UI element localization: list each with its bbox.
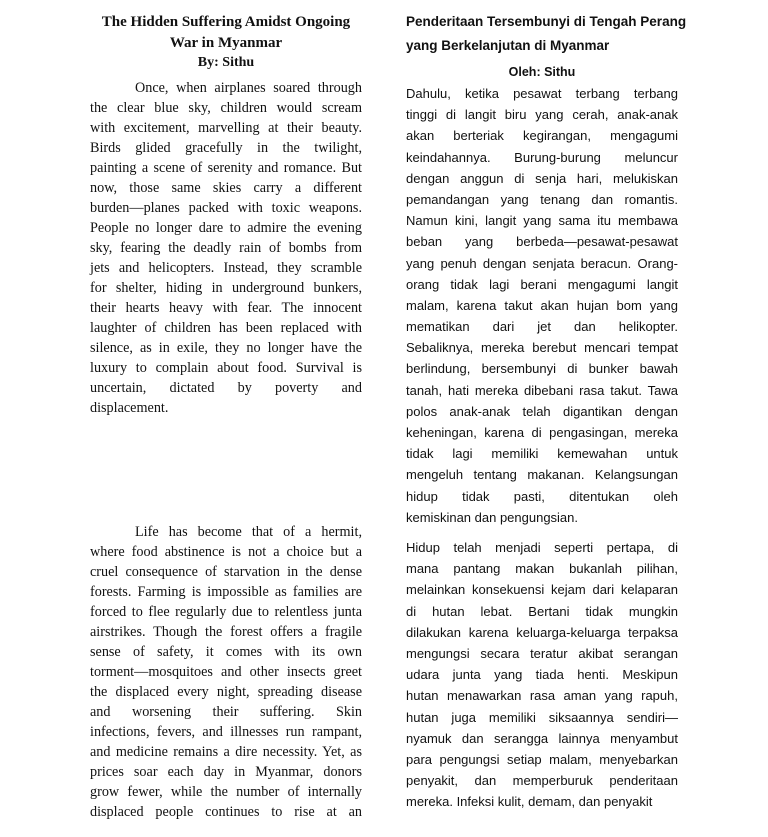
text-line: hidup tidak pasti, ditentukan oleh [406, 488, 678, 504]
text-line: Namun kini, langit yang sama itu membawa [406, 213, 678, 229]
text-line: the clear blue sky, children would scream [90, 100, 362, 116]
text-line: laughter of children has been replaced with [90, 320, 362, 336]
text-line: keheningan, karena di pengasingan, mereka [406, 425, 678, 440]
text-line: Dahulu, ketika pesawat terbang terbang [406, 86, 678, 101]
text-line: for shelter, hiding in underground bunkers, [90, 280, 362, 296]
text-line: dilakukan karena keluarga-keluarga terpaksa [406, 624, 678, 640]
text-line: mengeluh tentang makanan. Kelangsungan [406, 467, 678, 483]
text-line: cruel consequence of starvation in the dense [90, 564, 362, 580]
indonesian-title-block [406, 10, 696, 58]
text-line: tidak lagi memiliki kemewahan untuk [406, 446, 678, 462]
indonesian-title-line-1: Penderitaan Tersembunyi di Tengah Perang [406, 14, 687, 29]
text-line: tinggi di langit biru yang cerah, anak-anak [406, 107, 678, 123]
text-line: torment—mosquitoes and other insects greet [90, 664, 362, 680]
text-line: tanah, hati mereka dibebani rasa takut. Tawa [406, 382, 678, 398]
text-line: displaced people continues to rise at an [90, 804, 362, 820]
text-line: hutan juga memiliki siksaannya sendiri— [406, 709, 678, 725]
text-line: prices soar each day in Myanmar, donors [90, 764, 362, 780]
indonesian-byline: Oleh: Sithu [508, 65, 576, 79]
indonesian-paragraph-2 [406, 537, 678, 812]
text-line: mereka. Infeksi kulit, demam, dan penyakit [406, 794, 653, 810]
text-line: now, those same skies carry a different [90, 180, 362, 196]
text-line: forests. Farming is impossible as families are [90, 584, 362, 600]
english-byline: By: Sithu [197, 55, 255, 70]
text-line: dengan anggun di senja hari, melukiskan [406, 170, 678, 186]
text-line: Once, when airplanes soared through [135, 80, 362, 96]
text-line: with excitement, marvelling at their beauty. [90, 120, 362, 136]
text-line: yang penuh dengan senjata beracun. Orang- [406, 255, 678, 271]
text-line: penyakit, dan memperburuk penderitaan [406, 773, 678, 789]
text-line: sense of safety, it comes with its own [90, 644, 362, 660]
text-line: malam, karena takut akan hujan bom yang [406, 297, 678, 313]
text-line: kemiskinan dan pengungsian. [406, 509, 579, 525]
text-line: grow fewer, while the number of internally [90, 784, 362, 800]
text-line: and medicine remains a dire necessity. Yet, as [90, 744, 362, 760]
text-line: uncertain, dictated by poverty and [90, 380, 362, 396]
text-line: Birds glided gracefully in the twilight, [90, 140, 362, 156]
english-title-line-1: The Hidden Suffering Amidst Ongoing [101, 14, 351, 30]
text-line: pemandangan yang tenang dan romantis. [406, 191, 678, 207]
text-line: akan berteriak kegirangan, mengagumi [406, 128, 678, 144]
text-line: para pengungsi setiap malam, menyebarkan [406, 751, 678, 767]
text-line: their hearts heavy with fear. The innocent [90, 300, 362, 316]
text-line: jets and helicopters. Instead, they scramble [90, 260, 362, 276]
text-line: silence, as in exile, they no longer have the [90, 340, 362, 356]
text-line: mana pantang makan bukanlah pilihan, [406, 561, 678, 577]
text-line: mengungsi secara teratur akibat serangan [406, 645, 678, 661]
english-paragraph-1 [90, 78, 362, 418]
text-line: beban yang berbeda—pesawat-pesawat [406, 234, 678, 250]
text-line: hutan menawarkan rasa aman yang rapuh, [406, 688, 678, 704]
indonesian-title-line-2: yang Berkelanjutan di Myanmar [406, 38, 610, 53]
text-line: sky, fearing the deadly rain of bombs from [90, 240, 362, 256]
text-line: painting a scene of serenity and romance. But [90, 160, 362, 176]
text-line: People no longer dare to admire the evening [90, 220, 362, 236]
text-line: luxury to complain about food. Survival is [90, 360, 362, 376]
english-title-block [90, 12, 362, 72]
text-line: nyamuk dan serangga lainnya menyambut [406, 730, 678, 746]
text-line: and worsening their suffering. Skin [90, 704, 362, 720]
english-title-line-2: War in Myanmar [169, 35, 283, 51]
text-line: udara junta yang tiada henti. Meskipun [406, 667, 678, 683]
text-line: polos anak-anak telah digantikan dengan [406, 403, 678, 419]
text-line: keindahannya. Burung-burung meluncur [406, 149, 678, 165]
text-line: orang tidak lagi berani mengagumi langit [406, 276, 678, 292]
text-line: the displaced every night, spreading disease [90, 684, 362, 700]
text-line: Hidup telah menjadi seperti pertapa, di [406, 540, 678, 555]
english-paragraph-2 [90, 522, 362, 822]
text-line: di hutan lebat. Bertani tidak mungkin [406, 603, 678, 619]
text-line: airstrikes. Though the forest offers a fragile [90, 624, 362, 640]
text-line: where food abstinence is not a choice but a [90, 544, 362, 560]
indonesian-paragraph-1 [406, 83, 678, 528]
text-line: mematikan dari jet dan helikopter. [406, 319, 678, 335]
text-line: infections, fevers, and illnesses run rampant, [90, 724, 362, 740]
text-line: berlindung, bersembunyi di bunker bawah [406, 361, 678, 377]
text-line: Life has become that of a hermit, [135, 524, 362, 540]
text-line: Sebaliknya, mereka berebut mencari tempat [406, 340, 678, 356]
text-line: burden—planes packed with toxic weapons. [90, 200, 362, 216]
text-line: displacement. [90, 400, 169, 416]
text-line: forced to flee regularly due to relentless junta [90, 604, 362, 620]
text-line: melainkan konsekuensi kejam dari kelaparan [406, 582, 678, 598]
